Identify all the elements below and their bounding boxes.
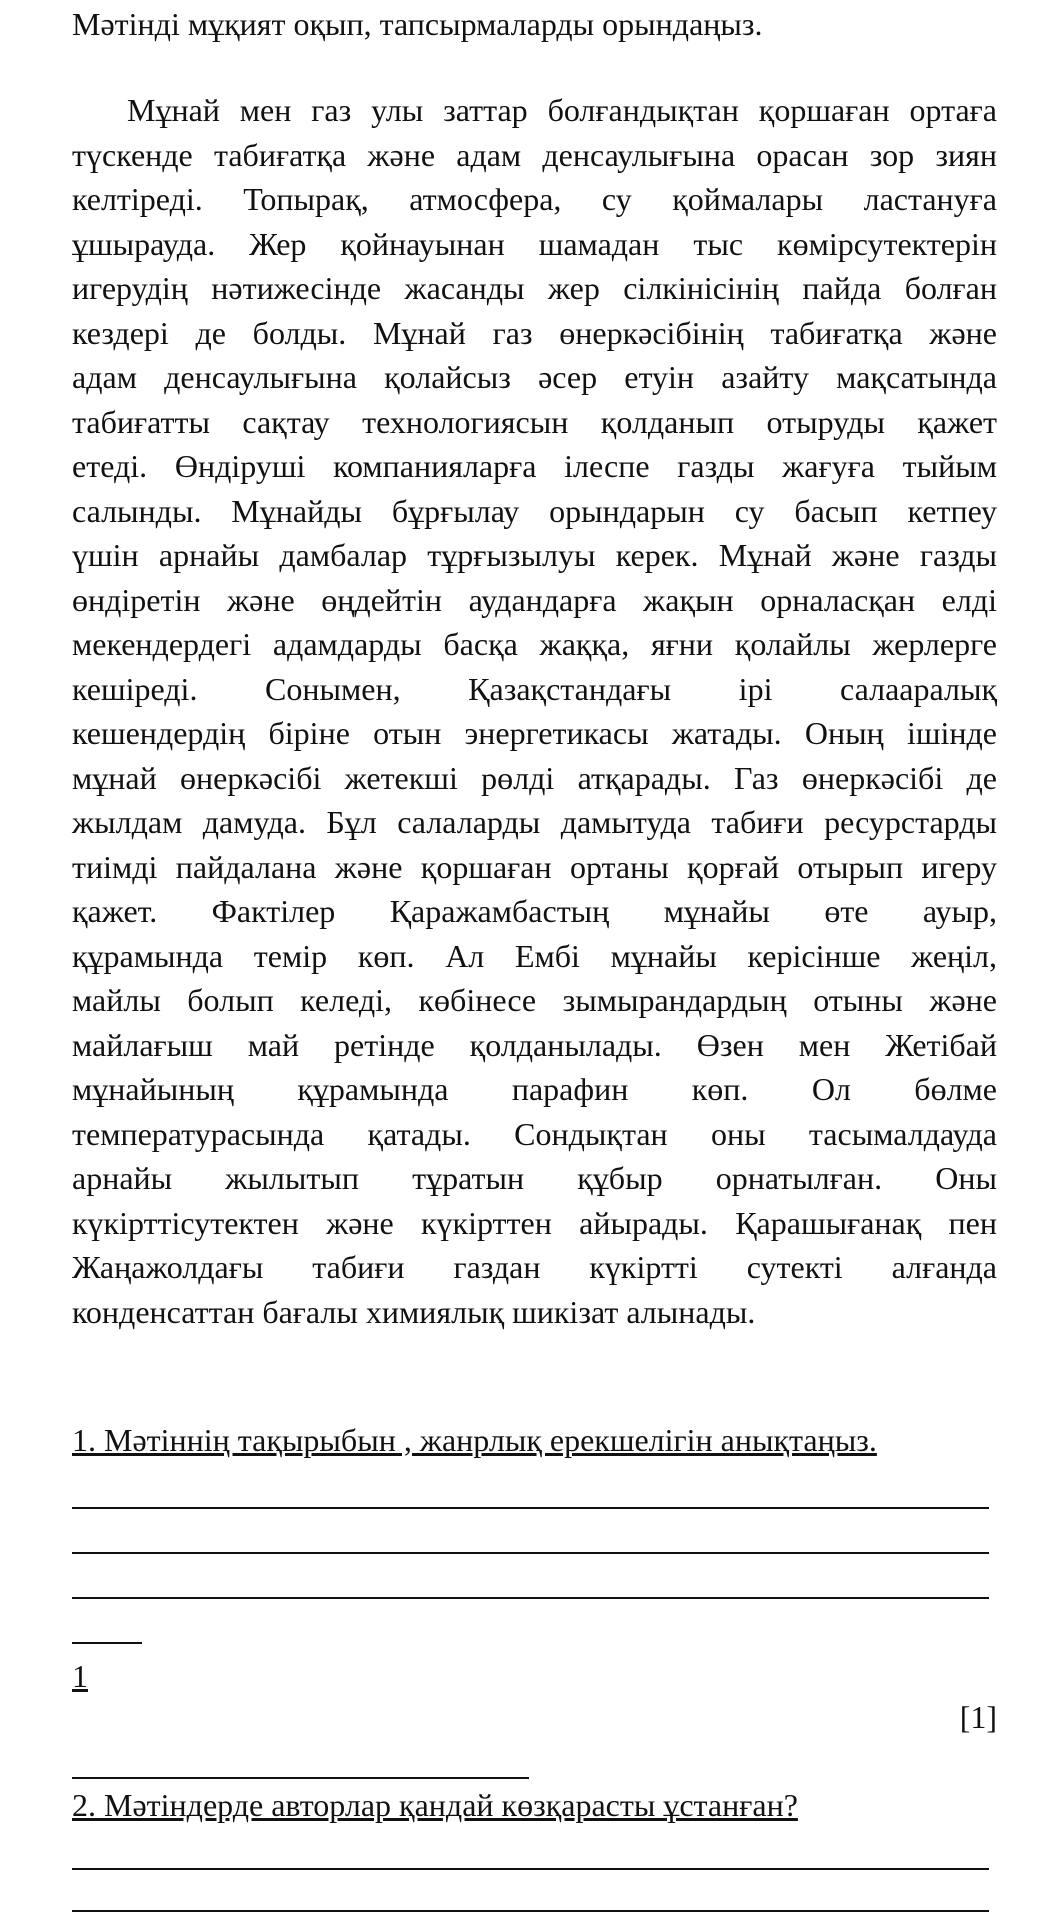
answer-line-4 [72, 1642, 142, 1644]
answer-line-2 [72, 1552, 989, 1554]
passage-line: үшін арнайы дамбалар тұрғызылуы керек. Мұнай және газды [72, 537, 997, 573]
passage-line: тиімді пайдалана және қоршаған ортаны қорғай отырып игеру [72, 848, 997, 885]
passage-line: Жаңажолдағы табиғи газдан күкіртті сутекті алғанда [72, 1249, 997, 1285]
answer-line-1 [72, 1507, 989, 1509]
passage-line: құрамында темір көп. Ал Ембі мұнайы керісінше жеңіл, [72, 937, 997, 974]
passage-line: мекендердегі адамдарды басқа жаққа, яғни қолайлы жерлерге [72, 626, 997, 662]
passage-line: қажет. Фактілер Қаражамбастың мұнайы өте ауыр, [72, 893, 997, 929]
page-number: 1 [72, 1658, 88, 1694]
instruction-text: Мәтінді мұқият оқып, тапсырмаларды орындаңыз. [72, 6, 763, 42]
passage-line: ұшырауда. Жер қойнауынан шамадан тыс көмірсутектерін [72, 225, 997, 262]
answer-line-6 [72, 1910, 989, 1912]
passage-line: арнайы жылытып тұратын құбыр орнатылған. Оны [72, 1160, 997, 1196]
answer-line-5 [72, 1868, 989, 1870]
reading-passage [72, 88, 997, 1334]
separator-line [72, 1777, 529, 1779]
passage-line: күкірттісутектен және күкірттен айырады. Қарашығанақ пен [72, 1204, 997, 1241]
passage-line: етеді. Өндіруші компанияларға ілеспе газды жағуға тыйым [72, 448, 997, 484]
passage-line: мұнай өнеркәсібі жетекші рөлді атқарады. Газ өнеркәсібі де [72, 759, 997, 796]
passage-line: адам денсаулығына қолайсыз әсер етуін азайту мақсатында [72, 359, 997, 395]
passage-line: түскенде табиғатқа және адам денсаулығына орасан зор зиян [72, 136, 997, 173]
passage-line: Мұнай мен газ улы заттар болғандықтан қоршаған ортаға [127, 92, 997, 128]
passage-line: майлы болып келеді, көбінесе зымырандардың отыны және [72, 982, 997, 1018]
passage-line: кешендердің біріне отын энергетикасы жатады. Оның ішінде [72, 715, 997, 751]
passage-line: салынды. Мұнайды бұрғылау орындарын су басып кетпеу [72, 492, 997, 529]
question-1: 1. Мәтіннің тақырыбын , жанрлық ерекшелігін анықтаңыз. [72, 1422, 877, 1458]
passage-line: кешіреді. Сонымен, Қазақстандағы ірі салааралық [72, 670, 997, 707]
passage-line: келтіреді. Топырақ, атмосфера, су қоймалары ластануға [72, 181, 997, 217]
answer-line-3 [72, 1597, 989, 1599]
passage-line: температурасында қатады. Сондықтан оны тасымалдауда [72, 1115, 997, 1152]
passage-line: жылдам дамуда. Бұл салаларды дамытуда табиғи ресурстарды [72, 804, 997, 840]
passage-line: мұнайының құрамында парафин көп. Ол бөлме [72, 1071, 997, 1107]
passage-line: майлағыш май ретінде қолданылады. Өзен мен Жетібай [72, 1026, 997, 1063]
score-marker: [1] [959, 1699, 997, 1735]
passage-line: игерудің нәтижесінде жасанды жер сілкінісінің пайда болған [72, 270, 997, 306]
passage-line: кездері де болды. Мұнай газ өнеркәсібінің табиғатқа және [72, 314, 997, 351]
passage-line: өндіретін және өңдейтін аудандарға жақын орналасқан елді [72, 581, 997, 618]
passage-line: табиғатты сақтау технологиясын қолданып отыруды қажет [72, 403, 997, 440]
question-2: 2. Мәтіндерде авторлар қандай көзқарасты ұстанған? [72, 1787, 798, 1823]
passage-line: конденсаттан бағалы химиялық шикізат алынады. [72, 1293, 756, 1330]
